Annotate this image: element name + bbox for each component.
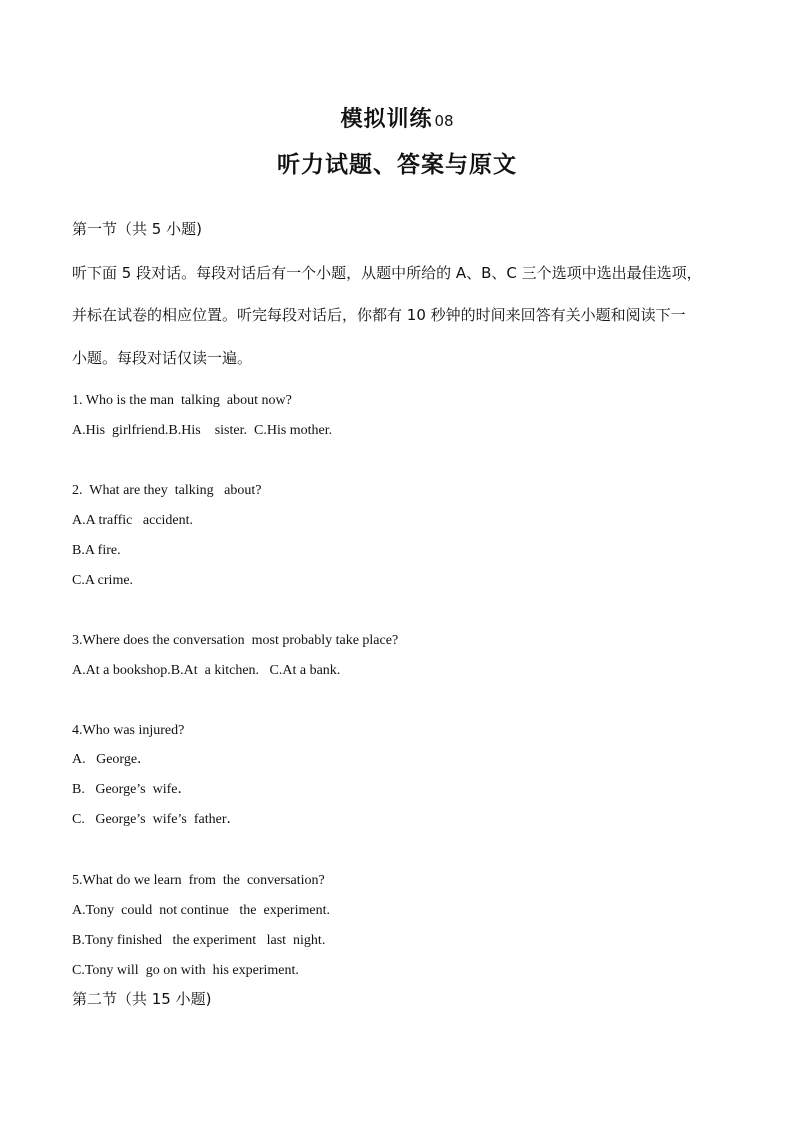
- document-subtitle: 听力试题、答案与原文: [277, 152, 517, 178]
- question-2-option-c: C.A crime.: [72, 573, 134, 588]
- title-code: 08: [434, 112, 454, 130]
- question-3-options: A.At a bookshop.B.At a kitchen. C.At a bank.: [72, 663, 341, 678]
- question-4-option-c: C. George’s wife’s father．: [72, 812, 241, 827]
- question-2-option-a: A.A traffic accident.: [72, 513, 194, 528]
- document-title: [0, 102, 794, 133]
- instruction-line-3: 小题。每段对话仅读一遍。: [72, 349, 253, 367]
- question-3: 3.Where does the conversation most probably take place?: [72, 633, 399, 648]
- section2-heading: 第二节（共 15 小题): [72, 990, 212, 1008]
- question-1: 1. Who is the man talking about now?: [72, 393, 292, 408]
- title-text: 模拟训练: [340, 107, 433, 132]
- question-4-option-a: A. George．: [72, 752, 152, 767]
- question-4: 4.Who was injured?: [72, 723, 185, 738]
- question-5: 5.What do we learn from the conversation?: [72, 873, 325, 888]
- section1-heading: 第一节（共 5 小题): [72, 220, 202, 238]
- instruction-line-2: 并标在试卷的相应位置。听完每段对话后，你都有 10 秒钟的时间来回答有关小题和阅读下一: [72, 306, 686, 324]
- question-2-option-b: B.A fire.: [72, 543, 121, 558]
- instruction-line-1: 听下面 5 段对话。每段对话后有一个小题，从题中所给的 A、B、C 三个选项中选出最佳选项，: [72, 264, 702, 282]
- question-5-option-a: A.Tony could not continue the experiment.: [72, 903, 330, 918]
- question-5-option-b: B.Tony finished the experiment last night.: [72, 933, 326, 948]
- question-1-options: A.His girlfriend.B.His sister. C.His mother.: [72, 423, 333, 438]
- question-4-option-b: B. George’s wife．: [72, 782, 192, 797]
- question-2: 2. What are they talking about?: [72, 483, 262, 498]
- question-5-option-c: C.Tony will go on with his experiment.: [72, 963, 299, 978]
